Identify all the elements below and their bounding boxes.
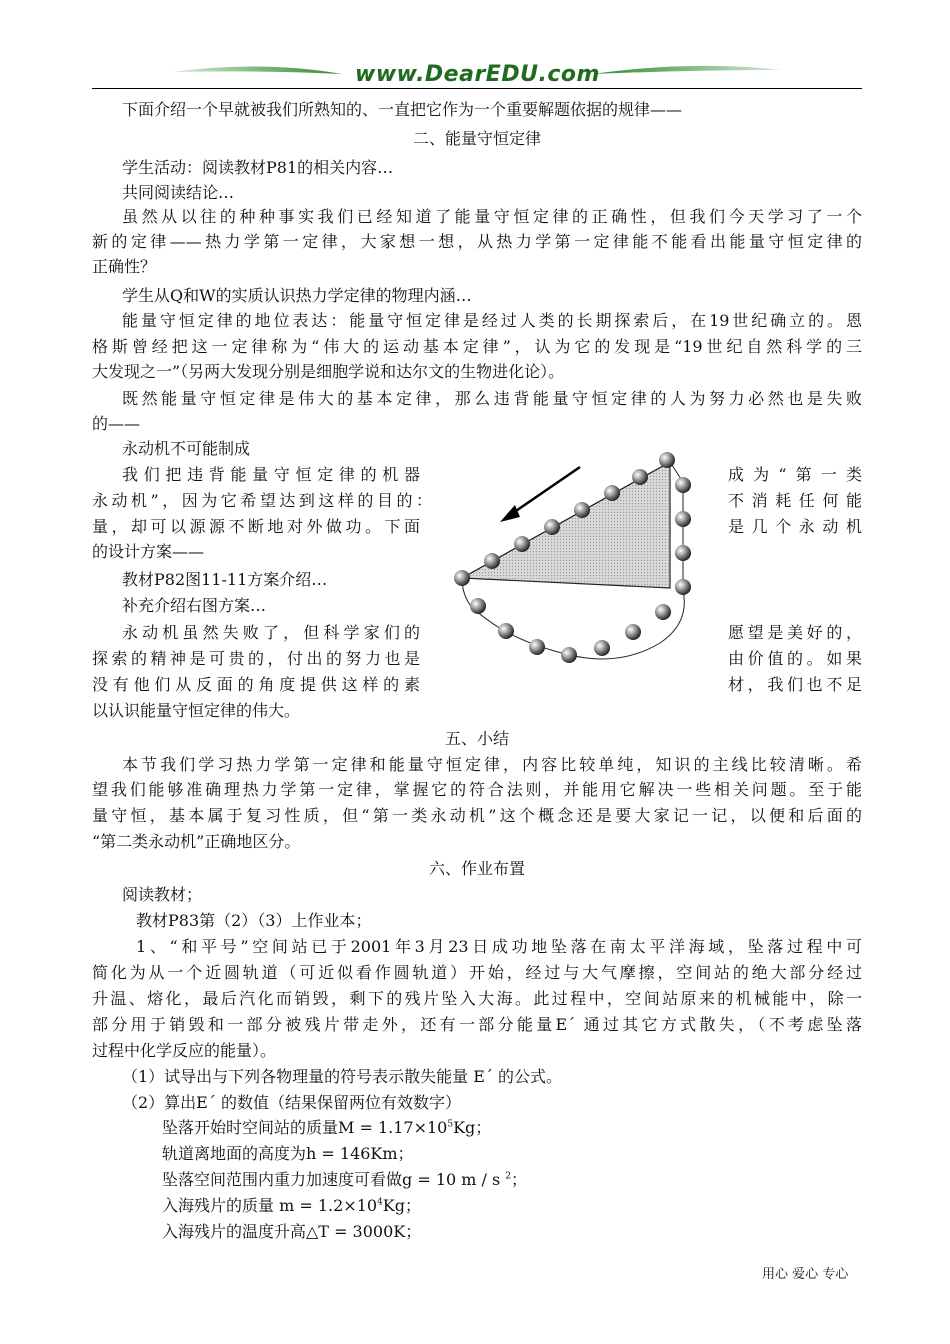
ramp-chain-diagram [445,445,705,670]
exponent: 4 [377,1197,383,1208]
paragraph-line: 不消耗任何能 [728,491,862,510]
paragraph-line: “第二类永动机”正确地区分。 [92,832,301,851]
section-heading: 六、作业布置 [428,859,525,878]
paragraph-line: 学生从Q和W的实质认识热力学定律的物理内涵… [122,286,472,305]
ball-icon [604,485,620,501]
paragraph-line: 1、“和平号”空间站已于2001年3月23日成功地坠落在南太平洋海域，坠落过程中可 [136,937,862,956]
paragraph-line: 成为“第一类 [728,465,862,484]
ball-icon [574,502,590,518]
ball-icon [675,477,691,493]
paragraph-line: 以认识能量守恒定律的伟大。 [92,701,301,720]
paragraph-line: 阅读教材； [122,885,203,904]
paragraph-line: 格斯曾经把这一定律称为“伟大的运动基本定律”，认为它的发现是“19世纪自然科学的三 [92,337,862,356]
exponent: 5 [447,1119,454,1130]
paragraph-line: 正确性？ [92,257,157,276]
ball-icon [675,511,691,527]
paragraph-line: 既然能量守恒定律是伟大的基本定律，那么违背能量守恒定律的人为努力必然也是失败 [122,389,862,408]
data-unit: Kg； [453,1118,492,1137]
section-heading: 五、小结 [444,729,509,748]
ball-icon [675,579,691,595]
ball-icon [498,623,514,639]
page-footer: 用心 爱心 专心 [762,1267,849,1282]
question-line: （1）试导出与下列各物理量的符号表示散失能量 E´ 的公式。 [122,1067,563,1086]
paragraph-line: 大发现之一”（另两大发现分别是细胞学说和达尔文的生物进化论）。 [92,362,565,381]
perpetual-motion-figure [445,445,705,670]
paragraph-line: 永动机”，因为它希望达到这样的目的： [92,491,432,510]
ball-icon [470,598,486,614]
paragraph-line: 共同阅读结论… [122,183,235,202]
data-unit: Kg； [382,1196,421,1215]
data-unit: ； [511,1170,528,1189]
ball-icon [529,639,545,655]
paragraph-line: 是几个永动机 [728,517,862,536]
paragraph-line: 学生活动：阅读教材P81的相关内容… [122,158,394,177]
header-rule [92,88,862,89]
paragraph-line: 本节我们学习热力学第一定律和能量守恒定律，内容比较单纯，知识的主线比较清晰。希 [122,755,862,774]
ball-icon [561,647,577,663]
question-line: （2）算出E´ 的数值（结果保留两位有效数字） [122,1093,461,1112]
paragraph-line: 补充介绍右图方案… [122,596,267,615]
paragraph-line: 永动机虽然失败了，但科学家们的 [122,623,420,642]
data-text: 入海残片的质量 m = 1.2×10 [162,1196,378,1215]
paragraph-line: 由价值的。如果 [728,649,862,668]
paragraph-line: 没有他们从反面的角度提供这样的素 [92,675,420,694]
ball-icon [514,536,530,552]
data-text: 坠落开始时空间站的质量M = 1.17×10 [162,1118,448,1137]
paragraph-line: 永动机不可能制成 [122,439,251,458]
paragraph-line: 材，我们也不足 [728,675,862,694]
ball-icon [632,469,648,485]
left-swoosh-icon [172,66,342,74]
paragraph-line: 教材P82图11-11方案介绍… [122,570,328,589]
paragraph-line: 探索的精神是可贵的，付出的努力也是 [92,649,420,668]
paragraph-line: 能量守恒定律的地位表达：能量守恒定律是经过人类的长期探索后，在19世纪确立的。恩 [122,311,862,330]
ball-icon [655,604,671,620]
paragraph-line: 升温、熔化，最后汽化而销毁，剩下的残片坠入大海。此过程中，空间站原来的机械能中，除一 [92,989,862,1008]
data-line [162,1195,421,1217]
data-line [162,1117,491,1139]
ball-icon [484,553,500,569]
ball-icon [675,545,691,561]
paragraph-line: 愿望是美好的， [728,623,862,642]
ball-icon [544,519,560,535]
data-line: 轨道离地面的高度为h = 146Km； [162,1144,414,1163]
ball-icon [625,624,641,640]
right-swoosh-icon [592,66,782,74]
paragraph-line: 下面介绍一个早就被我们所熟知的、一直把它作为一个重要解题依据的规律—— [122,100,683,119]
paragraph-line: 的设计方案—— [92,542,205,561]
exponent: 2 [505,1171,512,1182]
paragraph-line: 望我们能够准确理热力学第一定律，掌握它的符合法则，并能用它解决一些相关问题。至于能 [92,780,862,799]
section-heading: 二、能量守恒定律 [412,129,541,148]
paragraph-line: 量，却可以源源不断地对外做功。下面 [92,517,420,536]
site-logo[interactable]: www.DearEDU.com [355,62,600,87]
paragraph-line: 部分用于销毁和一部分被残片带走外，还有一部分能量E´ 通过其它方式散失，（不考虑坠落 [92,1015,862,1034]
ball-icon [454,570,470,586]
paragraph-line: 虽然从以往的种种事实我们已经知道了能量守恒定律的正确性，但我们今天学习了一个 [122,207,862,226]
paragraph-line: 量守恒，基本属于复习性质，但“第一类永动机”这个概念还是要大家记一记，以便和后面的 [92,806,862,825]
paragraph-line: 的—— [92,414,141,433]
paragraph-line: 教材P83第（2）（3）上作业本； [136,911,372,930]
data-line: 入海残片的温度升高△T = 3000K； [162,1222,422,1241]
ball-icon [594,640,610,656]
paragraph-line: 我们把违背能量守恒定律的机器 [122,465,420,484]
data-text: 坠落空间范围内重力加速度可看做g = 10 m / s [162,1170,506,1189]
ball-icon [659,452,675,468]
data-line [162,1169,527,1191]
paragraph-line: 简化为从一个近圆轨道（可近似看作圆轨道）开始，经过与大气摩擦，空间站的绝大部分经过 [92,963,862,982]
paragraph-line: 新的定律——热力学第一定律，大家想一想，从热力学第一定律能不能看出能量守恒定律的 [92,232,862,251]
paragraph-line: 过程中化学反应的能量）。 [92,1041,277,1060]
